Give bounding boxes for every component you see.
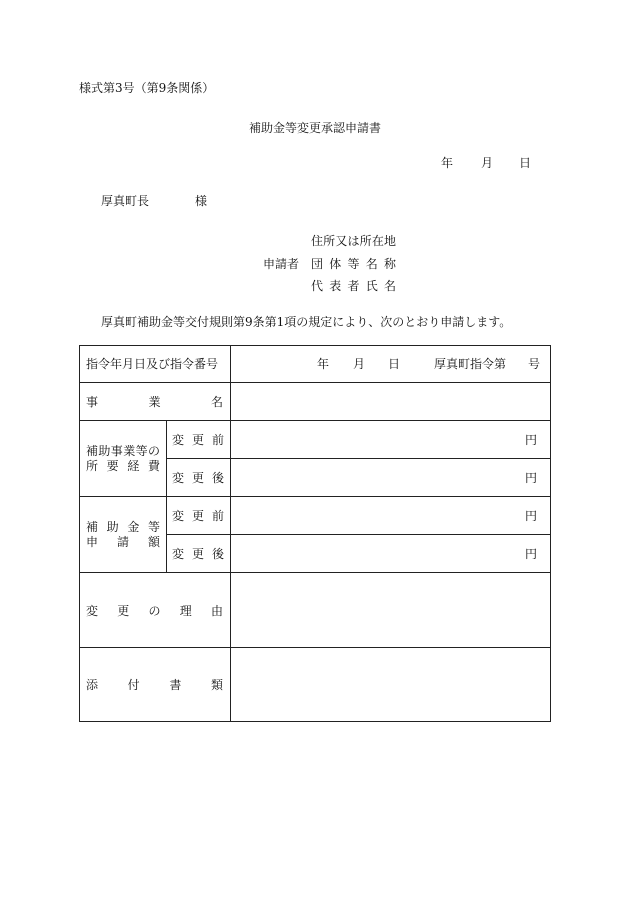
yen-unit: 円 (524, 509, 537, 523)
applicant-rep-label: 代表者氏名 (311, 279, 396, 293)
directive-number-suffix: 号 (528, 357, 541, 371)
change-reason-label: 変更の理由 (86, 603, 223, 618)
applicant-address-label: 住所又は所在地 (311, 234, 396, 248)
yen-unit: 円 (524, 471, 537, 485)
body-text: 厚真町補助金等交付規則第9条第1項の規定により、次のとおり申請します。 (101, 315, 512, 329)
form-number: 様式第3号（第9条関係） (79, 81, 215, 95)
amount-before-field (231, 497, 550, 534)
addressee-honorific: 様 (195, 194, 208, 208)
cost-after-field (231, 459, 550, 496)
applicant-label: 申請者 (263, 257, 300, 271)
addressee (101, 194, 207, 208)
date-month-label: 月 (481, 156, 494, 170)
amount-before-label: 変更前 (172, 509, 224, 523)
directive-year-label: 年 (317, 357, 330, 371)
directive-month-label: 月 (353, 357, 366, 371)
yen-unit: 円 (524, 433, 537, 447)
application-table (79, 345, 551, 722)
directive-number-prefix: 厚真町指令第 (434, 357, 507, 371)
applicant-org-label: 団体等名称 (311, 257, 396, 271)
cost-before-field (231, 421, 550, 458)
addressee-name: 厚真町長 (101, 194, 150, 208)
amount-after-field (231, 535, 550, 572)
cost-before-label: 変更前 (172, 433, 224, 447)
attachments-label: 添付書類 (86, 678, 223, 692)
date-day-label: 日 (519, 156, 532, 170)
directive-date-number-field (231, 345, 550, 382)
document-title: 補助金等変更承認申請書 (248, 121, 381, 135)
directive-day-label: 日 (388, 357, 401, 371)
date-year-label: 年 (441, 156, 454, 170)
amount-after-label: 変更後 (172, 547, 224, 561)
grant-amount-label: 補助金等 申請額 (86, 519, 160, 549)
date-line (441, 156, 531, 170)
yen-unit: 円 (524, 547, 537, 561)
project-name-label: 事業名 (86, 395, 223, 409)
directive-date-number-label: 指令年月日及び指令番号 (86, 357, 219, 371)
required-cost-label: 補助事業等の 所要経費 (86, 443, 160, 473)
cost-after-label: 変更後 (172, 471, 224, 485)
